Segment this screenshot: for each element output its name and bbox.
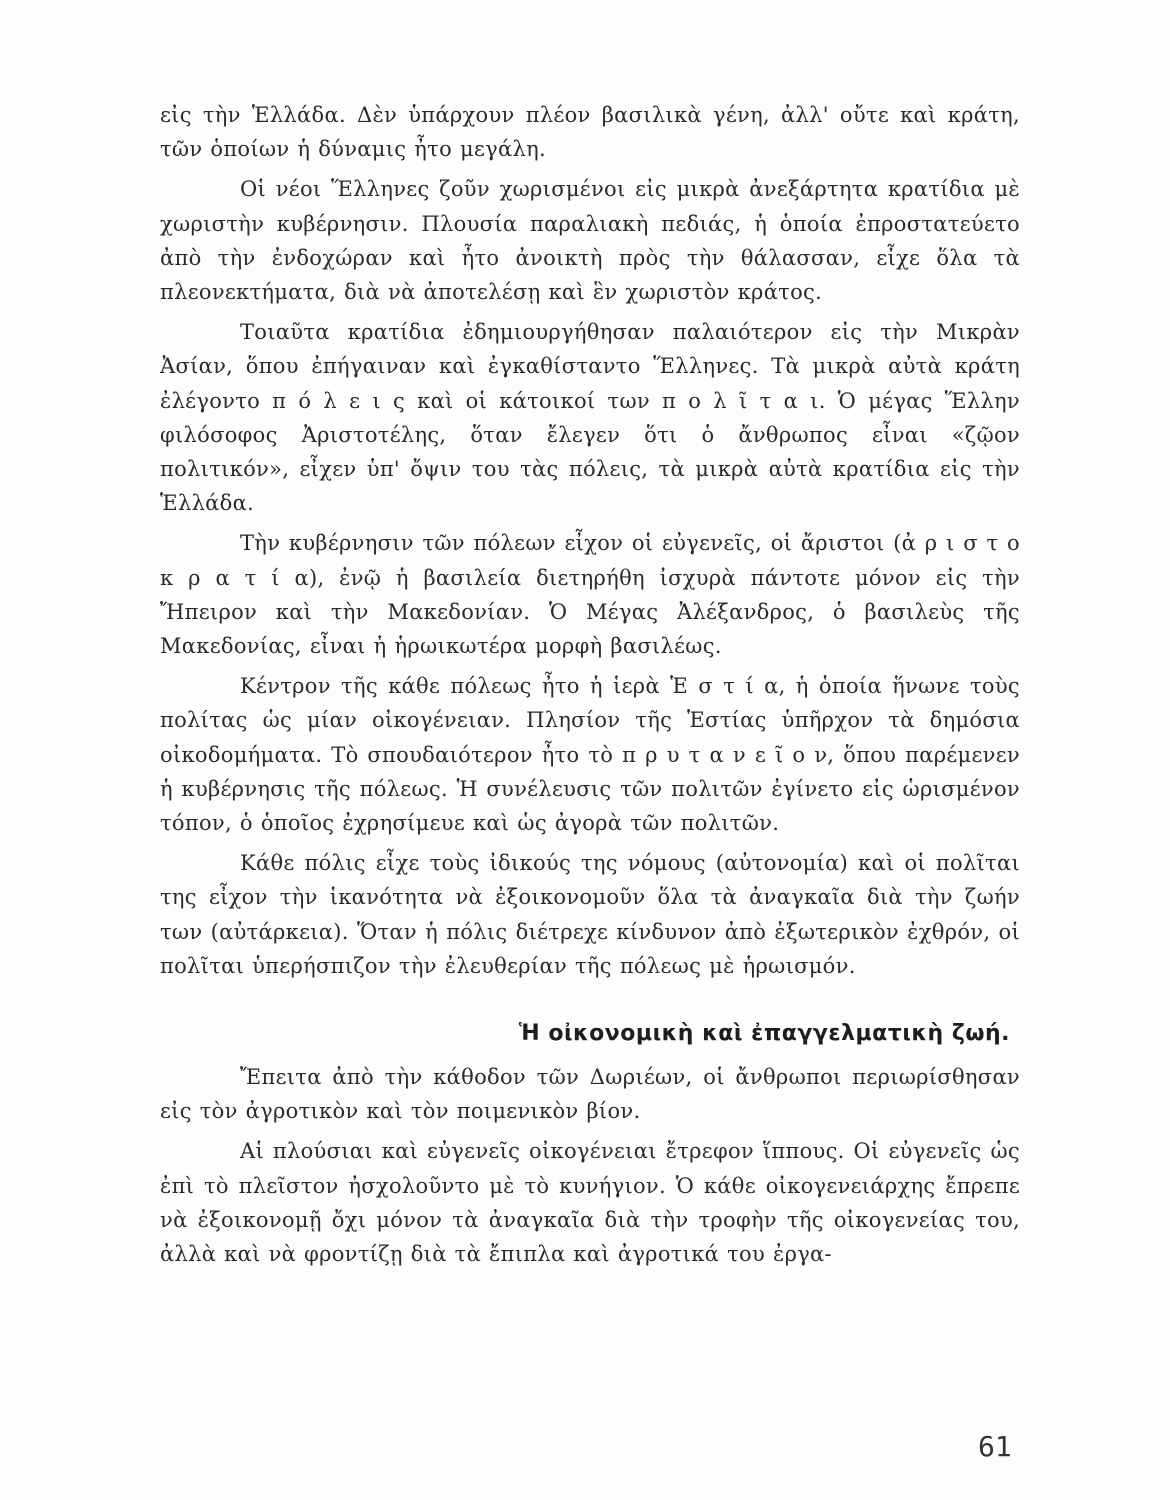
paragraph-5: Κέντρον τῆς κάθε πόλεως ἦτο ἡ ἱερὰ Ἑ σ τ ί α, ἡ ὁποία ἥνωνε τοὺς πολίτας ὡς μίαν οἰκογένειαν. Πλησίον τῆς Ἑστίας ὑπῆρχον τὰ δημόσια οἰκοδομήματα. Τὸ σπουδαιότερον ἦτο τὸ π ρ υ τ α ν ε ῖ ο ν, ὅπου παρέμενεν ἡ κυβέρνησις τῆς πόλεως. Ἡ συνέλευσις τῶν πολιτῶν ἐγίνετο εἰς ὡρισμένον τόπον, ὁ ὁποῖος ἐχρησίμευε καὶ ὡς ἀγορὰ τῶν πολιτῶν. [160,674,1020,836]
paragraph-4: Τὴν κυβέρνησιν τῶν πόλεων εἶχον οἱ εὐγενεῖς, οἱ ἄριστοι (ἀ ρ ι σ τ ο κ ρ α τ ί α), ἐνῷ ἡ βασιλεία διετηρήθη ἰσχυρὰ πάντοτε μόνον εἰς τὴν Ἤπειρον καὶ τὴν Μακεδονίαν. Ὁ Μέγας Ἀλέξανδρος, ὁ βασιλεὺς τῆς Μακεδονίας, εἶναι ἡ ἡρωικωτέρα μορφὴ βασιλέως. [160,531,1020,659]
paragraph-2: Οἱ νέοι Ἕλληνες ζοῦν χωρισμένοι εἰς μικρὰ ἀνεξάρτητα κρατίδια μὲ χωριστὴν κυβέρνησιν. Πλουσία παραλιακὴ πεδιάς, ἡ ὁποία ἐπροστατεύετο ἀπὸ τὴν ἐνδοχώραν καὶ ἦτο ἀνοικτὴ πρὸς τὴν θάλασσαν, εἶχε ὅλα τὰ πλεονεκτήματα, διὰ νὰ ἀποτελέσῃ καὶ ἓν χωριστὸν κράτος. [160,177,1020,305]
section-heading: Ἡ οἰκονομικὴ καὶ ἐπαγγελματικὴ ζωή. [518,1021,1010,1047]
body-text [160,98,1020,1271]
paragraph-8: Αἱ πλούσιαι καὶ εὐγενεῖς οἰκογένειαι ἔτρεφον ἵππους. Οἱ εὐγενεῖς ὡς ἐπὶ τὸ πλεῖστον ἠσχολοῦντο μὲ τὸ κυνήγιον. Ὁ κάθε οἰκογενειάρχης ἔπρεπε νὰ ἐξοικονομῇ ὄχι μόνον τὰ ἀναγκαῖα διὰ τὴν τροφὴν τῆς οἰκογενείας του, ἀλλὰ καὶ νὰ φροντίζῃ διὰ τὰ ἔπιπλα καὶ ἀγροτικά του ἐργα- [160,1139,1020,1267]
paragraph-6: Κάθε πόλις εἶχε τοὺς ἰδικούς της νόμους (αὐτονομία) καὶ οἱ πολῖται της εἶχον τὴν ἱκανότητα νὰ ἐξοικονομοῦν ὅλα τὰ ἀναγκαῖα διὰ τὴν ζωήν των (αὐτάρκεια). Ὅταν ἡ πόλις διέτρεχε κίνδυνον ἀπὸ ἐξωτερικὸν ἐχθρόν, οἱ πολῖται ὑπερήσπιζον τὴν ἐλευθερίαν τῆς πόλεως μὲ ἡρωισμόν. [160,851,1020,978]
paragraph-7: Ἔπειτα ἀπὸ τὴν κάθοδον τῶν Δωριέων, οἱ ἄνθρωποι περιωρίσθησαν εἰς τὸν ἀγροτικὸν καὶ τὸν ποιμενικὸν βίον. [160,1065,1020,1124]
page-number: 61 [978,1430,1012,1463]
paragraph-1: εἰς τὴν Ἑλλάδα. Δὲν ὑπάρχουν πλέον βασιλικὰ γένη, ἀλλ' οὔτε καὶ κράτη, τῶν ὁποίων ἡ δύναμις ἦτο μεγάλη. [160,103,1020,162]
paragraph-3: Τοιαῦτα κρατίδια ἐδημιουργήθησαν παλαιότερον εἰς τὴν Μικρὰν Ἀσίαν, ὅπου ἐπήγαιναν καὶ ἐγκαθίσταντο Ἕλληνες. Τὰ μικρὰ αὐτὰ κράτη ἐλέγοντο π ό λ ε ι ς καὶ οἱ κάτοικοί των π ο λ ῖ τ α ι. Ὁ μέγας Ἕλλην φιλόσοφος Ἀριστοτέλης, ὅταν ἔλεγεν ὅτι ὁ ἄνθρωπος εἶναι «ζῷον πολιτικόν», εἶχεν ὑπ' ὄψιν του τὰς πόλεις, τὰ μικρὰ αὐτὰ κρατίδια εἰς τὴν Ἑλλάδα. [160,320,1020,516]
